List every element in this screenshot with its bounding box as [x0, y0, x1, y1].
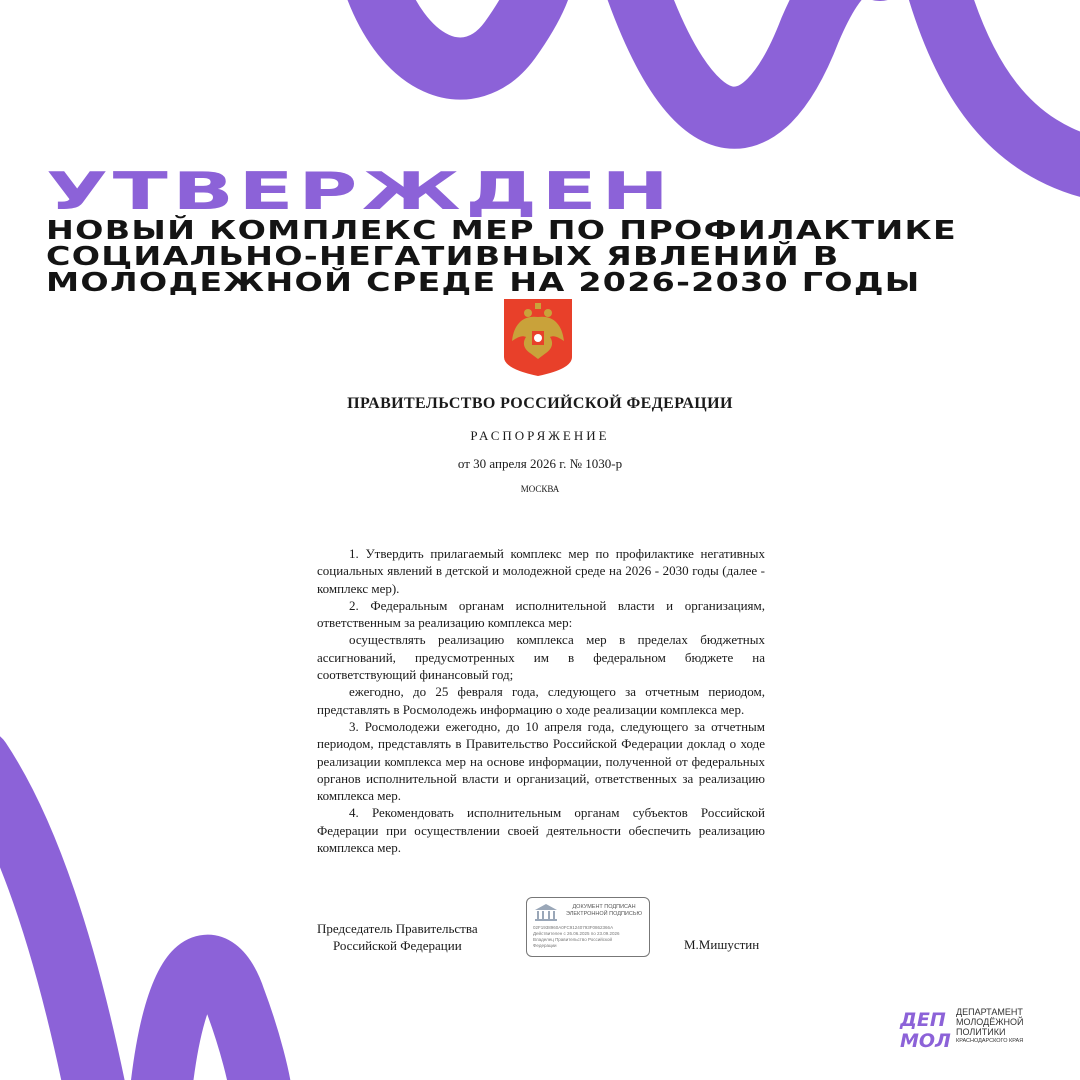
- department-name-line-2: МОЛОДЁЖНОЙ: [956, 1017, 1024, 1027]
- department-name-line-3: ПОЛИТИКИ: [956, 1027, 1006, 1037]
- document-paragraph: 3. Росмолодежи ежегодно, до 10 апреля года, следующего за отчетным периодом, представлять в Правительство Российской Федерации доклад о ходе реализации комплекса мер на основе информации, полученной от федеральных органов исполнительной власти и организаций, ответственных за реализацию комплекса мер.: [317, 718, 765, 804]
- document-paragraph: 4. Рекомендовать исполнительным органам субъектов Российской Федерации при осуществлении своей деятельности обеспечить реализацию комплекса мер.: [317, 805, 765, 856]
- headline: [46, 162, 1046, 298]
- document-paragraph: 2. Федеральным органам исполнительной власти и организациям, ответственным за реализацию комплекса мер:: [317, 597, 765, 631]
- logo-mark-bottom: МОЛ: [900, 1030, 951, 1051]
- signer-name: М.Мишустин: [684, 937, 760, 952]
- department-name: [956, 1007, 1024, 1045]
- stamp-owner-line-2: Федерации: [533, 943, 557, 948]
- signer-title: [317, 920, 478, 954]
- signer-title-line-2: Российской Федерации: [332, 938, 462, 953]
- government-order-document: [300, 395, 780, 953]
- department-region: КРАСНОДАРСКОГО КРАЯ: [956, 1038, 1024, 1044]
- document-paragraph: осуществлять реализацию комплекса мер в пределах бюджетных ассигнований, предусмотренных им в федеральном бюджете на соответствующий финансовый год;: [317, 632, 765, 683]
- stamp-details: [533, 925, 620, 949]
- stamp-title-line-2: ЭЛЕКТРОННОЙ ПОДПИСЬЮ: [565, 911, 643, 917]
- headline-subtitle-line-2: СОЦИАЛЬНО-НЕГАТИВНЫХ ЯВЛЕНИЙ В: [46, 242, 840, 272]
- electronic-signature-stamp: [526, 897, 650, 957]
- department-logo: [898, 1003, 1048, 1053]
- coat-of-arms-icon: [502, 297, 574, 377]
- stamp-title: [565, 904, 643, 918]
- document-city: МОСКВА: [520, 484, 560, 494]
- document-title: ПРАВИТЕЛЬСТВО РОССИЙСКОЙ ФЕДЕРАЦИИ: [347, 395, 733, 412]
- document-type: РАСПОРЯЖЕНИЕ: [470, 428, 610, 443]
- document-paragraph: ежегодно, до 25 февраля года, следующего за отчетным периодом, представлять в Росмолодежь информацию о ходе реализации комплекса мер.: [317, 684, 765, 717]
- government-building-icon: [533, 902, 559, 922]
- headline-subtitle-line-1: НОВЫЙ КОМПЛЕКС МЕР ПО ПРОФИЛАКТИКЕ: [46, 216, 958, 246]
- headline-title: УТВЕРЖДЕН: [46, 162, 674, 222]
- document-date: от 30 апреля 2026 г. № 1030-р: [457, 456, 623, 471]
- document-paragraph: 1. Утвердить прилагаемый комплекс мер по профилактике негативных социальных явлений в детской и молодежной среде на 2026 - 2030 годы (далее - комплекс мер).: [317, 546, 765, 596]
- stamp-title-line-1: ДОКУМЕНТ ПОДПИСАН: [572, 904, 636, 910]
- logo-mark-top: ДЕП: [900, 1009, 946, 1031]
- signer-title-line-1: Председатель Правительства: [317, 921, 478, 936]
- document-body: [317, 545, 765, 856]
- stamp-certificate: 02F1938960A0FC91240793F0862366A: [533, 925, 614, 930]
- stamp-validity: Действителен с 26.06.2025 по 23.09.2026: [533, 931, 620, 936]
- department-name-line-1: ДЕПАРТАМЕНТ: [956, 1007, 1023, 1017]
- stamp-owner-line-1: Владелец Правительство Российской: [533, 937, 613, 942]
- headline-subtitle-line-3: МОЛОДЕЖНОЙ СРЕДЕ НА 2026-2030 ГОДЫ: [46, 268, 921, 298]
- department-logo-mark: [898, 1007, 952, 1051]
